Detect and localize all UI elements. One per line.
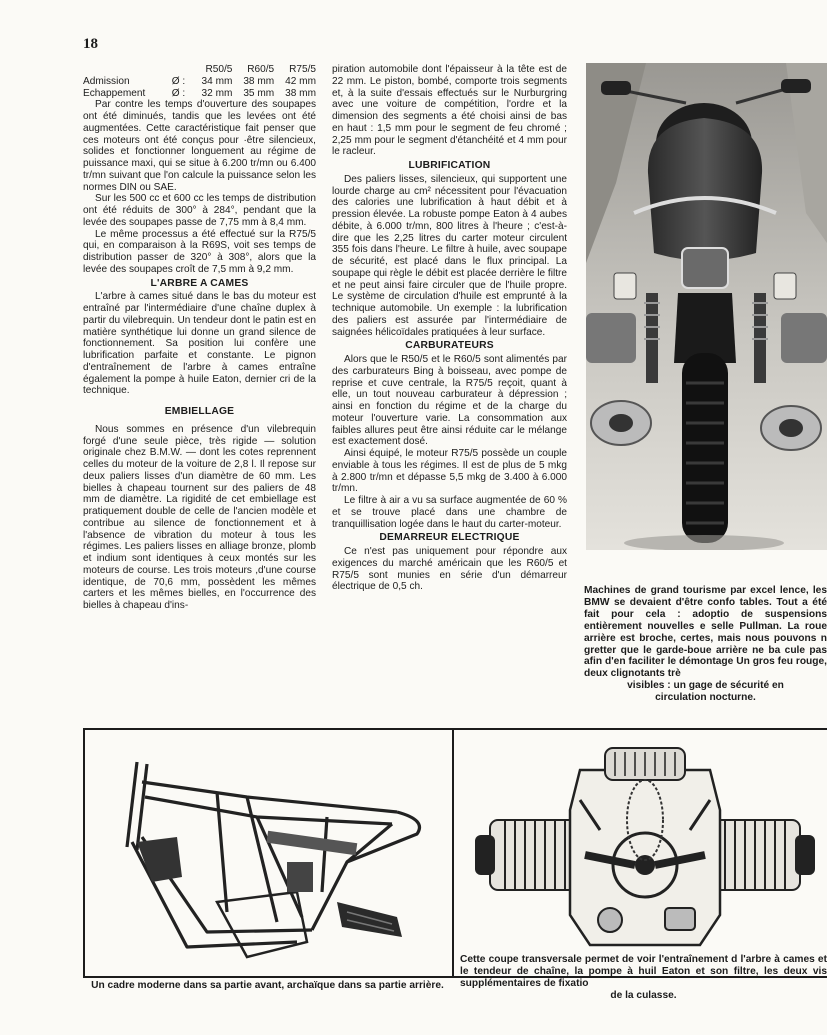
specs-cell: 34 mm [201, 75, 233, 87]
paragraph: Nous sommes en présence d'un vilebrequin forgé d'une seule pièce, très rigide — solution originale chez B.M.W. — dont les cotes reprennent celles du moteur de la voiture de 2,8 l. Il repose sur deux paliers lisses d'un diamètre de 60 mm. Les bielles à chapeau tournent sur des paliers de 48 mm de diamètre. La rigidité de cet embiellage est pratiquement double de celle de l'ancien modèle et contribue au silence de fonctionnement et à l'absence de vibration du moteur à tous les régimes. Les paliers lisses en alliage bronze, plomb et indium sont identiques à ceux montés sur les moteurs de course. Les trois moteurs ,d'une course identique, de 70,6 mm, possèdent les mêmes carters et les mêmes bielles, en l'occurrence des bielles à chapeau d'ins- [83, 423, 316, 611]
article-column-left [83, 64, 316, 612]
section-heading-carburateurs: CARBURATEURS [405, 340, 494, 352]
paragraph: Des paliers lisses, silencieux, qui supportent une lourde charge au cm² nécessitent pour l'évacuation des calories une lubrification à haut débit et à pression élevée. La robuste pompe Eaton à 4 aubes débite, à 6.000 tr/mn, 800 litres à l'heure ; c'est-à-dire que les 2,25 litres du carter moteur circulent 355 fois dans l'heure. Le filtre à huile, avec soupape de sécurité, est placé dans le flux principal. La soupape qui règle le débit est placée derrière le filtre et ne peut ainsi faire circuler que de l'huile propre. Le système de circulation d'huile est emprunté à la technique automobile. Un exemple : la lubrification des paliers est assurée par l'intermédiaire de saignées hélicoïdales pratiquées à leur surface. [332, 173, 567, 338]
article-column-middle [332, 64, 567, 593]
paragraph: Par contre les temps d'ouverture des soupapes ont été diminués, tandis que les levées ont été augmentées. Cette caractéristique fait penser que ces moteurs ont été conçus pour ·être silencieux, solides et fonctionner longuement au régime de puissance maxi, qui se situe à 6.200 tr/mn ou 6.400 tr/mn suivant que l'on calcule la puissance selon les normes DIN ou SAE. [83, 99, 316, 193]
paragraph: Ainsi équipé, le moteur R75/5 possède un couple enviable à tous les régimes. Il est de plus de 5 mkg à 2.800 tr/mn et dépasse 5,5 mkg de 3.400 à 6.000 tr/mn. [332, 448, 567, 495]
specs-header: R50/5 [205, 64, 233, 75]
paragraph: Alors que le R50/5 et le R60/5 sont alimentés par des carburateurs Bing à boisseau, avec pompe de reprise et cuve centrale, la R75/5 reçoit, quant à elle, un tout nouveau carburateur à dépression ; ainsi en fonction du régime et de la charge du moteur l'ouverture varie. La consommation aux faibles allures peut être ainsi réduite car le mélange est exactement dosé. [332, 354, 567, 448]
caption-motorcycle-photo [584, 585, 827, 704]
specs-cell: 42 mm [285, 75, 316, 87]
caption-frame-photo: Un cadre moderne dans sa partie avant, archaïque dans sa partie arrière. [91, 980, 444, 991]
specs-cell: 32 mm [201, 87, 233, 99]
caption-text: Cette coupe transversale permet de voir l'entraînement d l'arbre à cames et le tendeur de chaîne, la pompe à huil Eaton et son filtre, les deux vis supplémentaires de fixatio [460, 954, 827, 989]
caption-text: Machines de grand tourisme par excel lence, les BMW se devaient d'être confo tables. Tout a été fait pour cela : adoptio de suspensions entièrement nouvelles e selle Pullman. La roue arrière est broche, certes, mais nous pouvons n gretter que le garde-boue arrière ne ba cule pas afin d'en faciliter le démontage Un gros feu rouge, deux clignotants trè [584, 585, 827, 680]
diameter-symbol: Ø : [171, 75, 186, 87]
motorcycle-frame-photo [97, 742, 442, 974]
paragraph: L'arbre à cames situé dans le bas du moteur est entraîné par l'intermédiaire d'une chaîne duplex à partir du vilebrequin. Un tendeur dont le patin est en matière synthétique lui donne un grand silence de fonctionnement. Sa position lui confère une lubrification parfaite et constante. Le pignon d'entraînement de l'arbre à cames entraîne également la pompe à huile Eaton, dernier cri de la technique. [83, 291, 316, 397]
caption-text: circulation nocturne. [655, 692, 756, 704]
specs-cell: 38 mm [243, 75, 275, 87]
paragraph: Le même processus a été effectué sur la R75/5 qui, en comparaison à la R69S, voit ses temps de distribution passer de 320° à 308°, alors que la levée des soupapes croît de 7,5 mm à 9,2 mm. [83, 228, 316, 275]
specs-header: R75/5 [289, 64, 316, 75]
page-number: 18 [83, 36, 98, 52]
caption-engine-drawing [460, 954, 827, 1002]
paragraph: Sur les 500 cc et 600 cc les temps de distribution ont été réduits de 300° à 284°, pendant que la levée des soupapes passe de 7,75 mm à 8,4 mm. [83, 193, 316, 228]
diameter-symbol: Ø : [171, 87, 186, 99]
section-heading-embiellage: EMBIELLAGE [164, 406, 235, 417]
specs-cell: 38 mm [285, 87, 316, 99]
specs-row-echappement [83, 88, 316, 100]
engine-cutaway-drawing [470, 740, 820, 955]
specs-row-label: Admission [83, 75, 130, 87]
section-heading-demarreur: DEMARREUR ELECTRIQUE [379, 532, 520, 544]
section-heading-arbre-a-cames: L'ARBRE A CAMES [150, 277, 249, 289]
motorcycle-frame-icon [97, 742, 442, 974]
specs-row-admission [83, 76, 316, 88]
paragraph: Le filtre à air a vu sa surface augmentée de 60 % et se trouve placé dans une chambre de tranquillisation logée dans le haut du carter-moteur. [332, 495, 567, 530]
specs-header: R60/5 [247, 64, 275, 75]
paragraph: piration automobile dont l'épaisseur à la tête est de 22 mm. Le piston, bombé, comporte trois segments et, à la suite d'essais effectués sur le Nurburgring avec une voiture de compétition, l'ordre et la dimension des segments a été choisi ainsi de bas en haut : 1,5 mm pour le segment de feu chromé ; 2,25 mm pour le segment d'étanchéité et 4 mm pour le racleur. [332, 64, 567, 158]
engine-cutaway-icon [470, 740, 820, 955]
caption-text: visibles : un gage de sécurité en [627, 680, 784, 692]
paragraph: Ce n'est pas uniquement pour répondre aux exigences du marché américain que les R60/5 et R75/5 sont munies en série d'un démarreur électrique de 0,5 ch. [332, 546, 567, 593]
caption-text: de la culasse. [610, 989, 677, 1001]
specs-row-label: Echappement [83, 87, 146, 99]
motorcycle-rear-photo [586, 63, 827, 550]
section-heading-lubrification: LUBRIFICATION [408, 160, 491, 171]
valve-specs-table [83, 64, 316, 99]
specs-cell: 35 mm [243, 87, 275, 99]
specs-header-row [83, 64, 316, 76]
motorcycle-rear-icon [586, 63, 827, 550]
figures-divider [452, 728, 454, 978]
